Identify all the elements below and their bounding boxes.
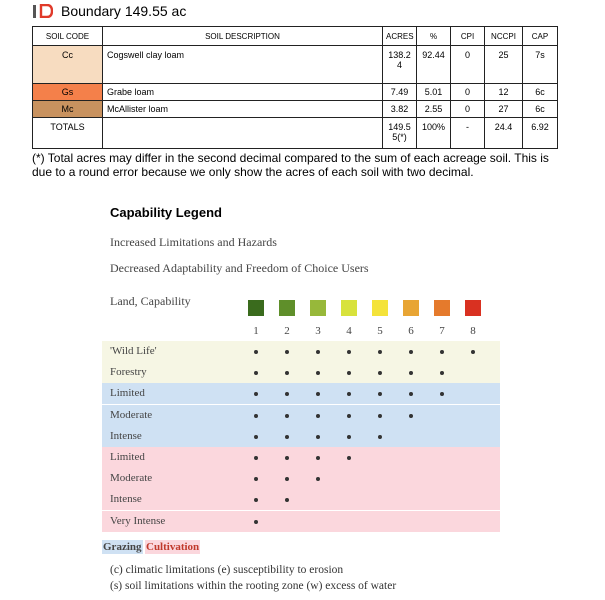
boundary-title: Boundary 149.55 ac	[61, 3, 187, 19]
totals-label: TOTALS	[33, 118, 103, 149]
capability-row-label: 'Wild Life'	[110, 345, 157, 357]
capability-dot	[316, 392, 320, 396]
capability-dot	[285, 350, 289, 354]
cultivation-key: Cultivation	[146, 541, 200, 553]
capability-dot	[254, 414, 258, 418]
col-soil-description: SOIL DESCRIPTION	[103, 27, 383, 46]
boundary-icon	[39, 4, 53, 18]
capability-dot	[285, 392, 289, 396]
legend-line-limitations: Increased Limitations and Hazards	[110, 235, 277, 249]
percent-value: 2.55	[417, 101, 451, 118]
col-cpi: CPI	[451, 27, 485, 46]
capability-row	[102, 405, 500, 426]
capability-dot	[285, 456, 289, 460]
table-row	[33, 84, 558, 101]
capability-row	[102, 362, 500, 383]
legend-line-adaptability: Decreased Adaptability and Freedom of Choice Users	[110, 261, 369, 275]
capability-class-swatch	[248, 300, 264, 316]
capability-dot	[285, 414, 289, 418]
nccpi-value: 12	[485, 84, 523, 101]
capability-dot	[316, 414, 320, 418]
capability-row-label: Forestry	[110, 366, 147, 379]
percent-value: 5.01	[417, 84, 451, 101]
percent-value: 92.44	[417, 46, 451, 84]
capability-class-number: 2	[284, 325, 290, 337]
legend-land-capability-label: Land, Capability	[110, 294, 191, 308]
table-row	[33, 101, 558, 118]
capability-row-label: Moderate	[110, 472, 153, 485]
capability-class-number: 8	[470, 325, 476, 337]
col-percent: %	[417, 27, 451, 46]
col-cap: CAP	[523, 27, 558, 46]
col-nccpi: NCCPI	[485, 27, 523, 46]
totals-cap: 6.92	[523, 118, 558, 149]
capability-dot	[378, 371, 382, 375]
acres-value: 7.49	[383, 84, 417, 101]
legend-footnote-ce: (c) climatic limitations (e) susceptibility to erosion	[110, 564, 344, 576]
capability-dot	[347, 350, 351, 354]
totals-description	[103, 118, 383, 149]
capability-class-swatch	[434, 300, 450, 316]
capability-dot	[347, 371, 351, 375]
cpi-value: 0	[451, 46, 485, 84]
capability-row	[102, 383, 500, 404]
soil-code: Mc	[33, 101, 103, 118]
capability-dot	[471, 350, 475, 354]
capability-dot	[316, 350, 320, 354]
capability-dot	[254, 520, 258, 524]
capability-dot	[378, 435, 382, 439]
capability-dot	[409, 350, 413, 354]
cpi-value: 0	[451, 101, 485, 118]
capability-dot	[378, 350, 382, 354]
capability-row	[102, 341, 500, 362]
capability-dot	[409, 414, 413, 418]
rounding-note: (*) Total acres may differ in the second decimal compared to the sum of each acreage soil. This is due to a round error because we only show the acres of each soil with two decimal.	[32, 151, 549, 179]
soil-code: Gs	[33, 84, 103, 101]
capability-dot	[285, 371, 289, 375]
nccpi-value: 25	[485, 46, 523, 84]
capability-dot	[347, 435, 351, 439]
soil-description: Cogswell clay loam	[103, 46, 383, 84]
capability-class-swatch	[341, 300, 357, 316]
capability-class-swatch	[372, 300, 388, 316]
capability-class-number: 5	[377, 325, 383, 337]
capability-row	[102, 426, 500, 447]
header-divider	[33, 5, 36, 18]
capability-dot	[254, 435, 258, 439]
boundary-header	[33, 3, 186, 19]
soil-description: McAllister loam	[103, 101, 383, 118]
capability-dot	[347, 414, 351, 418]
capability-row	[102, 447, 500, 468]
capability-class-swatch	[279, 300, 295, 316]
capability-dot	[347, 456, 351, 460]
capability-row	[102, 489, 500, 510]
legend-title: Capability Legend	[110, 205, 222, 220]
capability-dot	[254, 371, 258, 375]
table-header-row	[33, 27, 558, 46]
soil-table	[32, 26, 558, 149]
capability-dot	[316, 435, 320, 439]
nccpi-value: 27	[485, 101, 523, 118]
capability-class-number: 6	[408, 325, 414, 337]
capability-class-swatch	[310, 300, 326, 316]
capability-row	[102, 511, 500, 532]
capability-dot	[254, 392, 258, 396]
capability-dot	[440, 392, 444, 396]
capability-row-label: Intense	[110, 429, 142, 442]
capability-class-swatch	[403, 300, 419, 316]
col-soil-code: SOIL CODE	[33, 27, 103, 46]
capability-dot	[440, 371, 444, 375]
totals-acres: 149.5 5(*)	[383, 118, 417, 149]
cap-value: 7s	[523, 46, 558, 84]
capability-dot	[285, 498, 289, 502]
cap-value: 6c	[523, 101, 558, 118]
capability-dot	[316, 477, 320, 481]
capability-class-number: 1	[253, 325, 259, 337]
capability-class-number: 4	[346, 325, 352, 337]
capability-class-number: 3	[315, 325, 321, 337]
cap-value: 6c	[523, 84, 558, 101]
soil-description: Grabe loam	[103, 84, 383, 101]
capability-dot	[347, 392, 351, 396]
cpi-value: 0	[451, 84, 485, 101]
table-row	[33, 46, 558, 84]
capability-row-label: Limited	[110, 387, 145, 400]
capability-row-label: Limited	[110, 451, 145, 463]
capability-row-label: Moderate	[110, 408, 153, 421]
capability-dot	[378, 392, 382, 396]
capability-dot	[409, 392, 413, 396]
totals-percent: 100%	[417, 118, 451, 149]
capability-row-label: Intense	[110, 493, 142, 506]
acres-value: 3.82	[383, 101, 417, 118]
col-acres: ACRES	[383, 27, 417, 46]
capability-dot	[409, 371, 413, 375]
capability-dot	[316, 456, 320, 460]
capability-dot	[378, 414, 382, 418]
grazing-key: Grazing	[103, 541, 142, 553]
capability-dot	[254, 456, 258, 460]
soil-code: Cc	[33, 46, 103, 84]
capability-dot	[440, 350, 444, 354]
capability-dot	[285, 477, 289, 481]
capability-row	[102, 468, 500, 489]
totals-nccpi: 24.4	[485, 118, 523, 149]
acres-value: 138.2 4	[383, 46, 417, 84]
capability-dot	[254, 477, 258, 481]
capability-row-label: Very Intense	[110, 514, 166, 527]
capability-dot	[285, 435, 289, 439]
capability-class-swatch	[465, 300, 481, 316]
capability-dot	[254, 498, 258, 502]
legend-footnote-sw: (s) soil limitations within the rooting zone (w) excess of water	[110, 580, 397, 592]
totals-cpi: -	[451, 118, 485, 149]
totals-row	[33, 118, 558, 149]
capability-class-number: 7	[439, 325, 445, 337]
capability-dot	[316, 371, 320, 375]
capability-dot	[254, 350, 258, 354]
